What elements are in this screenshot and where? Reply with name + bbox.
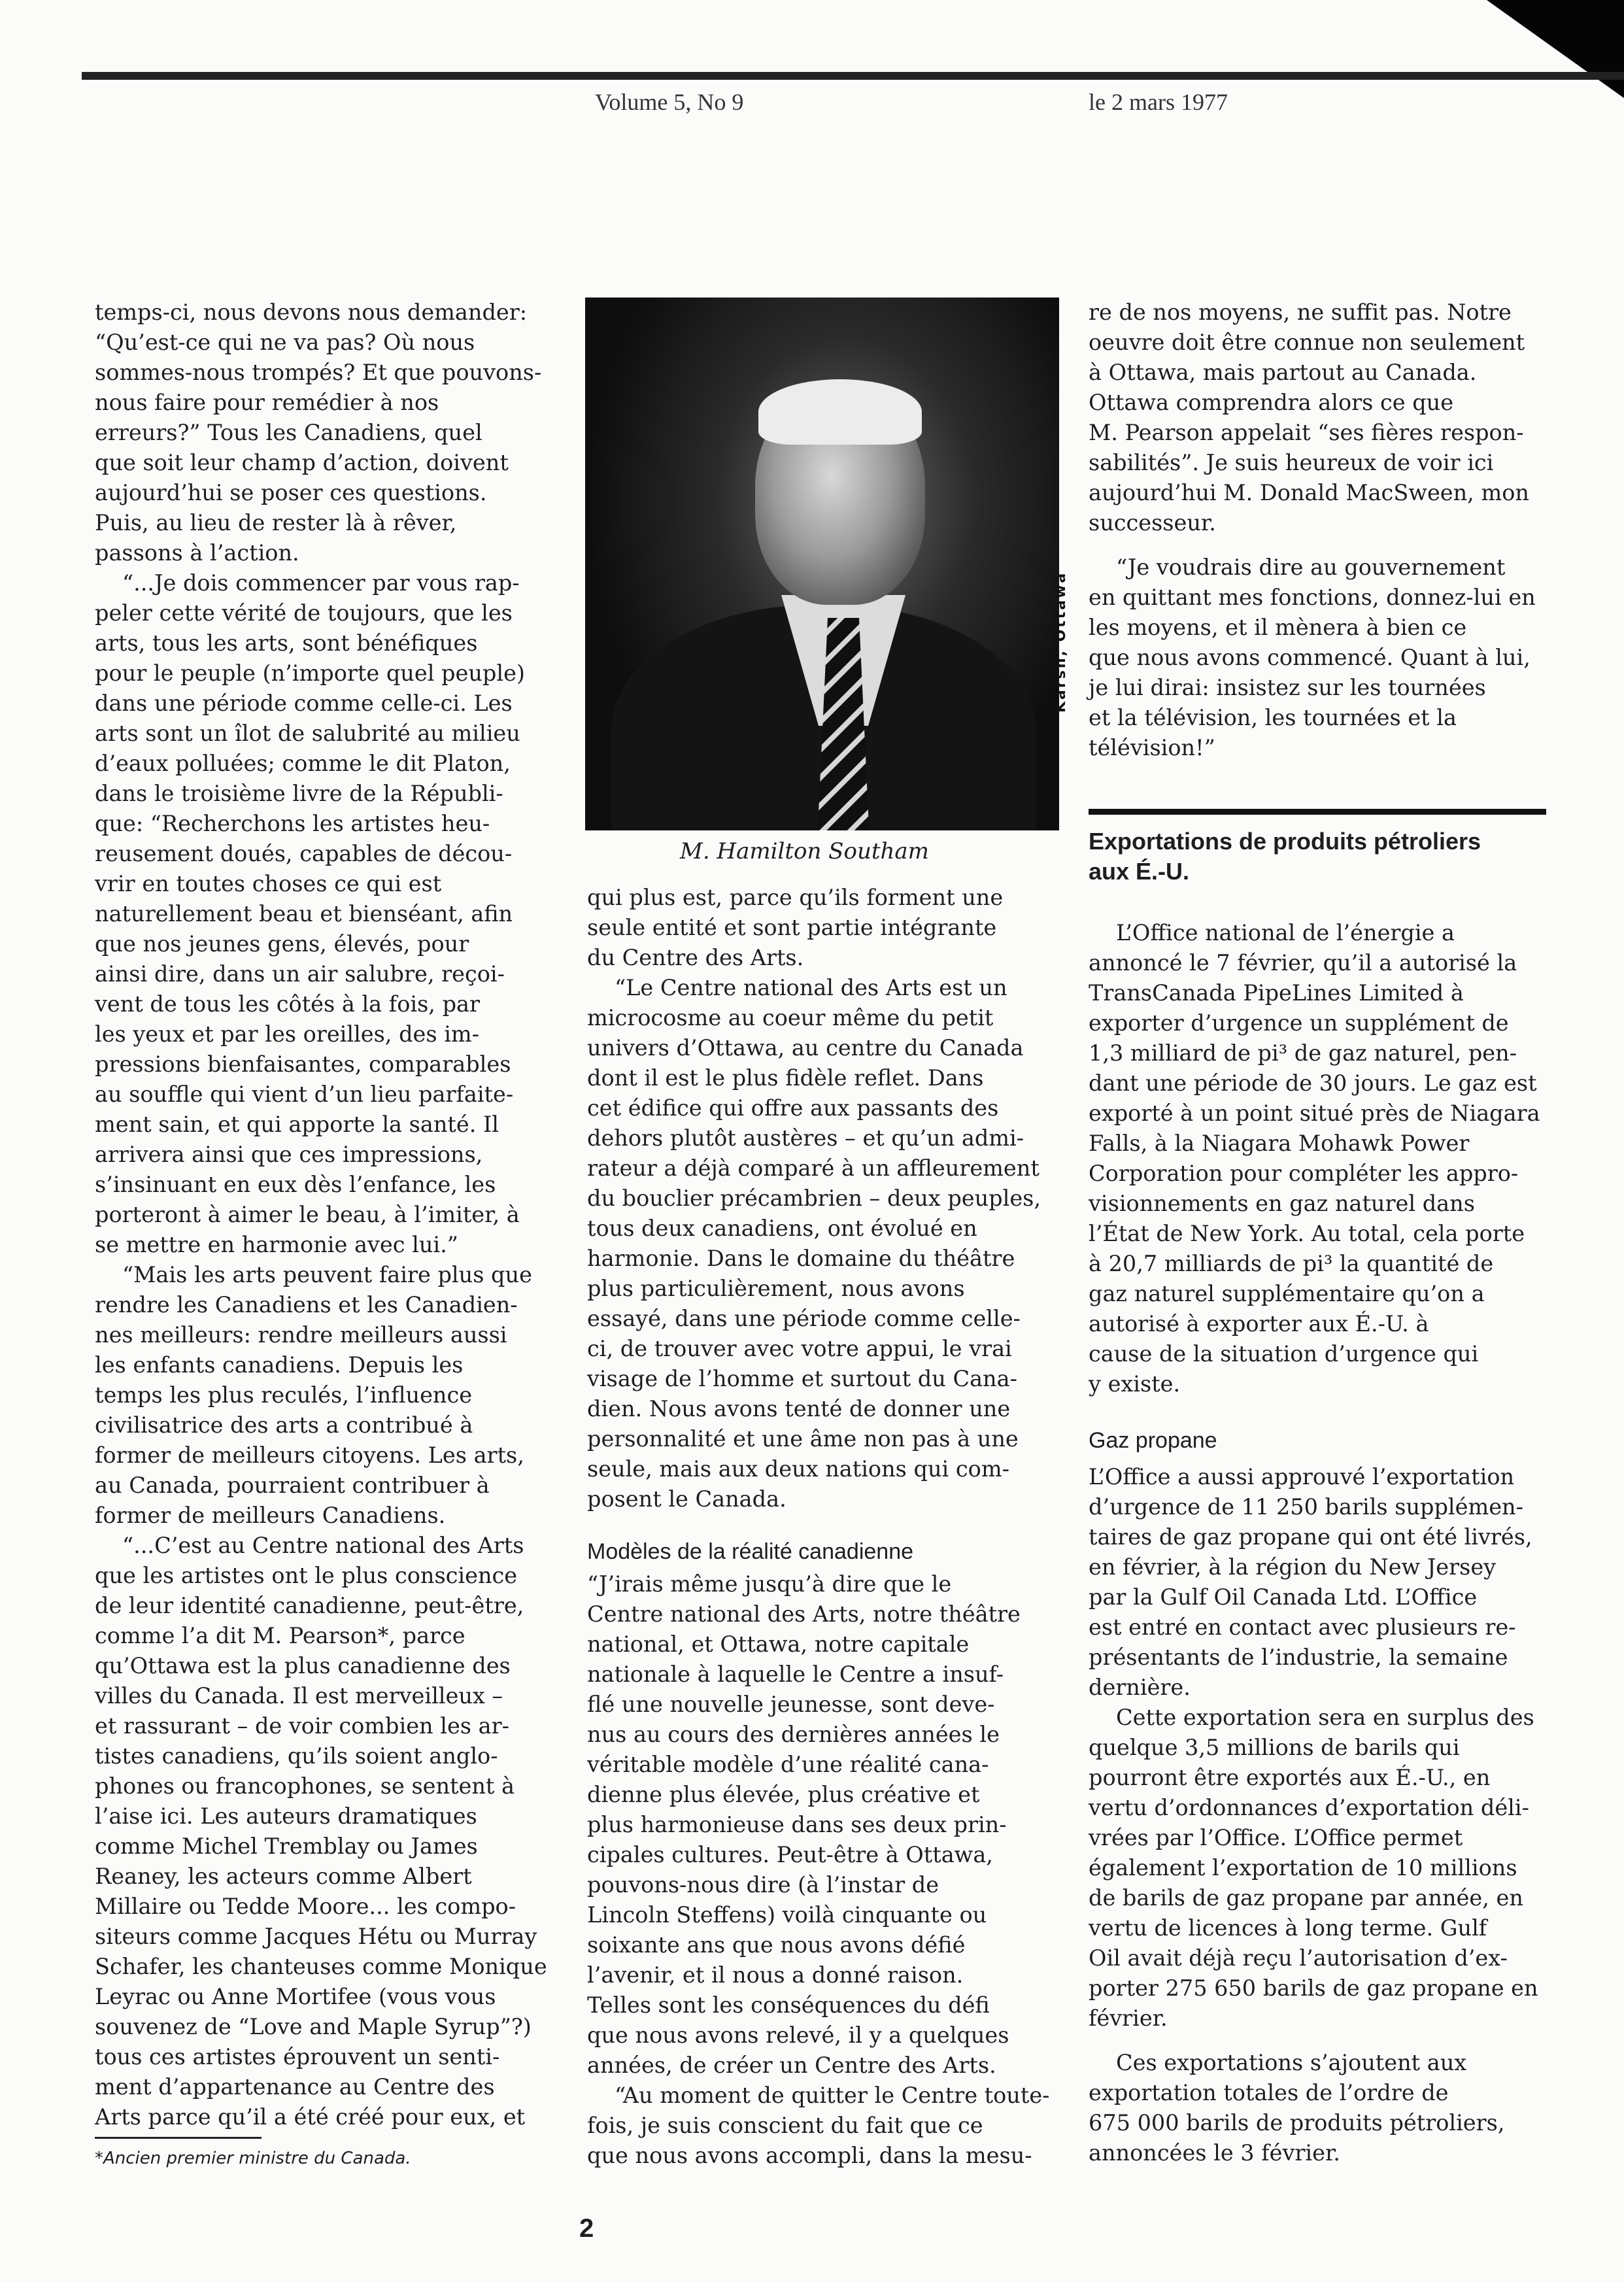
text-line: au Canada, pourraient contribuer à [95,1473,490,1498]
text-line: d’urgence de 11 250 barils supplémen- [1089,1494,1523,1520]
text-line: posent le Canada. [587,1486,787,1512]
text-line: passons à l’action. [95,540,299,566]
text-line: que soit leur champ d’action, doivent [95,450,509,475]
text-line: phones ou francophones, se sentent à [95,1773,515,1799]
text-line: re de nos moyens, ne suffit pas. Notre [1089,299,1512,325]
text-line: que nous avons commencé. Quant à lui, [1089,645,1531,670]
text-line: naturellement beau et bienséant, afin [95,901,513,927]
text-line: civilisatrice des arts a contribué à [95,1412,473,1438]
text-line: Cette exportation sera en surplus des [1116,1705,1534,1730]
text-line: exportation totales de l’ordre de [1089,2080,1449,2105]
text-line [1089,2034,1546,2048]
text-line: tous deux canadiens, ont évolué en [587,1216,977,1241]
text-line: Telles sont les conséquences du défi [587,1992,990,2018]
text-line: erreurs?” Tous les Canadiens, quel [95,420,482,445]
text-line: cipales cultures. Peut-être à Ottawa, [587,1842,993,1867]
footnote: *Ancien premier ministre du Canada. [95,2149,411,2168]
text-line: tous ces artistes éprouvent un senti- [95,2044,500,2069]
text-line: “Qu’est-ce qui ne va pas? Où nous [95,330,475,355]
text-line: nationale à laquelle le Centre a insuf- [587,1661,1004,1687]
article-rule [1089,809,1546,815]
text-line: plus harmonieuse dans ses deux prin- [587,1812,1007,1837]
text-line: temps-ci, nous devons nous demander: [95,299,528,325]
text-line: autorisé à exporter aux É.-U. à [1089,1311,1429,1337]
text-line: 675 000 barils de produits pétroliers, [1089,2110,1505,2136]
text-line: cause de la situation d’urgence qui [1089,1341,1479,1367]
text-line: “Mais les arts peuvent faire plus que [122,1262,532,1287]
text-line: février. [1089,2005,1168,2031]
text-line: années, de créer un Centre des Arts. [587,2052,996,2078]
text-line: je lui dirai: insistez sur les tournées [1089,675,1486,700]
text-line: que nous avons accompli, dans la mesu- [587,2143,1032,2168]
text-line: Lincoln Steffens) voilà cinquante ou [587,1902,987,1928]
text-line: flé une nouvelle jeunesse, sont deve- [587,1692,995,1717]
text-line: pour le peuple (n’importe quel peuple) [95,660,525,686]
text-line: aujourd’hui se poser ces questions. [95,480,487,505]
text-line: ment d’appartenance au Centre des [95,2074,495,2100]
text-line: en quittant mes fonctions, donnez-lui en [1089,585,1536,610]
text-line: pourront être exportés aux É.-U., en [1089,1765,1491,1790]
text-line: former de meilleurs citoyens. Les arts, [95,1442,524,1468]
text-line: porteront à aimer le beau, à l’imiter, à [95,1202,520,1227]
text-line: seule entité et sont partie intégrante [587,915,997,940]
text-line: qu’Ottawa est la plus canadienne des [95,1653,511,1678]
text-line: univers d’Ottawa, au centre du Canada [587,1035,1024,1061]
text-line: fois, je suis conscient du fait que ce [587,2113,983,2138]
text-line: tistes canadiens, qu’ils soient anglo- [95,1743,498,1769]
text-line: dant une période de 30 jours. Le gaz est [1089,1070,1537,1096]
text-line: M. Pearson appelait “ses fières respon- [1089,420,1524,445]
text-line: Reaney, les acteurs comme Albert [95,1864,472,1889]
text-line: dans le troisième livre de la Républi- [95,781,503,806]
text-line: porter 275 650 barils de gaz propane en [1089,1975,1538,2001]
text-line: à Ottawa, mais partout au Canada. [1089,360,1477,385]
text-line: rateur a déjà comparé à un affleurement [587,1155,1040,1181]
article-para-1 [1089,918,1546,1399]
text-line: villes du Canada. Il est merveilleux – [95,1683,503,1709]
text-line: sabilités”. Je suis heureux de voir ici [1089,450,1494,475]
text-line: ci, de trouver avec votre appui, le vrai [587,1336,1012,1361]
photo-credit: Karsh, Ottawa [1053,571,1069,713]
text-line: taires de gaz propane qui ont été livrés, [1089,1524,1532,1550]
text-line: rendre les Canadiens et les Canadien- [95,1292,518,1318]
text-line: est entré en contact avec plusieurs re- [1089,1614,1516,1640]
volume-number: Volume 5, No 9 [595,89,744,115]
text-line: dont il est le plus fidèle reflet. Dans [587,1065,984,1091]
text-line: d’eaux polluées; comme le dit Platon, [95,751,511,776]
text-line: Centre national des Arts, notre théâtre [587,1601,1021,1627]
text-line: comme l’a dit M. Pearson*, parce [95,1623,465,1648]
text-line: que nos jeunes gens, élevés, pour [95,931,469,957]
text-line: dienne plus élevée, plus créative et [587,1782,980,1807]
photo-caption: M. Hamilton Southam [680,838,929,864]
page-number: 2 [579,2214,594,2243]
text-line: aujourd’hui M. Donald MacSween, mon [1089,480,1529,505]
text-line: annoncées le 3 février. [1089,2140,1340,2166]
text-line: Ottawa comprendra alors ce que [1089,390,1454,415]
text-line: et rassurant – de voir combien les ar- [95,1713,509,1739]
text-line: l’avenir, et il nous a donné raison. [587,1962,964,1988]
text-line: essayé, dans une période comme celle- [587,1306,1021,1331]
text-line: sommes-nous trompés? Et que pouvons- [95,360,542,385]
text-line: du bouclier précambrien – deux peuples, [587,1185,1041,1211]
text-line: que les artistes ont le plus conscience [95,1563,518,1588]
text-line: Falls, à la Niagara Mohawk Power [1089,1131,1470,1156]
column-2 [587,883,1058,2171]
text-line [1089,538,1546,553]
text-line: pressions bienfaisantes, comparables [95,1051,511,1077]
text-line: ment sain, et qui apporte la santé. Il [95,1112,499,1137]
issue-date: le 2 mars 1977 [1089,89,1228,115]
text-line: dernière. [1089,1675,1191,1700]
text-line: souvenez de “Love and Maple Syrup”?) [95,2014,532,2039]
text-line: comme Michel Tremblay ou James [95,1833,478,1859]
text-line: véritable modèle d’une réalité cana- [587,1752,989,1777]
text-line: cet édifice qui offre aux passants des [587,1095,999,1121]
text-line: Millaire ou Tedde Moore... les compo- [95,1894,516,1919]
article-para-2 [1089,1462,1546,2168]
text-line: visage de l’homme et surtout du Cana- [587,1366,1017,1391]
text-line: Schafer, les chanteuses comme Monique [95,1954,547,1979]
text-line: du Centre des Arts. [587,945,804,970]
article-subhead: Gaz propane [1089,1428,1217,1453]
footnote-rule [95,2137,262,2139]
text-line: pouvons-nous dire (à l’instar de [587,1872,939,1898]
text-line: “Le Centre national des Arts est un [615,975,1007,1000]
text-line: que: “Recherchons les artistes heu- [95,811,490,836]
text-line: dien. Nous avons tenté de donner une [587,1396,1011,1422]
text-line: Puis, au lieu de rester là à rêver, [95,510,457,536]
text-line: quelque 3,5 millions de barils qui [1089,1735,1460,1760]
text-line: annoncé le 7 février, qu’il a autorisé la [1089,950,1517,976]
column-2-top [587,883,1058,1514]
column-3-top [1089,298,1546,763]
column-1 [95,298,552,2132]
article-title-line-2: aux É.-U. [1089,858,1190,885]
text-line: ainsi dire, dans un air salubre, reçoi- [95,961,505,987]
text-line: qui plus est, parce qu’ils forment une [587,885,1004,910]
text-line: que nous avons relevé, il y a quelques [587,2022,1009,2048]
text-line: Leyrac ou Anne Mortifee (vous vous [95,1984,496,2009]
text-line: Ces exportations s’ajoutent aux [1116,2050,1467,2075]
text-line: vent de tous les côtés à la fois, par [95,991,480,1017]
text-line: nes meilleurs: rendre meilleurs aussi [95,1322,507,1348]
text-line: Oil avait déjà reçu l’autorisation d’ex- [1089,1945,1508,1971]
text-line: les yeux et par les oreilles, des im- [95,1021,480,1047]
text-line: “J’irais même jusqu’à dire que le [587,1571,952,1597]
text-line: successeur. [1089,510,1216,536]
text-line: dehors plutôt austères – et qu’un admi- [587,1125,1024,1151]
text-line: dans une période comme celle-ci. Les [95,690,513,716]
text-line: vertu d’ordonnances d’exportation déli- [1089,1795,1529,1820]
text-line: L’Office a aussi approuvé l’exportation [1089,1464,1515,1490]
text-line: présentants de l’industrie, la semaine [1089,1644,1508,1670]
text-line: vrir en toutes choses ce qui est [95,871,442,896]
text-line: et la télévision, les tournées et la [1089,705,1457,730]
text-line: harmonie. Dans le domaine du théâtre [587,1246,1015,1271]
text-line: peler cette vérité de toujours, que les [95,600,513,626]
text-line: de barils de gaz propane par année, en [1089,1885,1523,1911]
text-line: y existe. [1089,1371,1181,1397]
text-line: nous faire pour remédier à nos [95,390,439,415]
text-line: nus au cours des dernières années le [587,1722,1000,1747]
text-line: à 20,7 milliards de pi³ la quantité de [1089,1251,1494,1276]
text-line: les enfants canadiens. Depuis les [95,1352,464,1378]
text-line: soixante ans que nous avons défié [587,1932,966,1958]
text-line: microcosme au coeur même du petit [587,1005,994,1030]
text-line: Arts parce qu’il a été créé pour eux, et [95,2104,526,2130]
text-line: national, et Ottawa, notre capitale [587,1631,970,1657]
text-line: TransCanada PipeLines Limited à [1089,980,1464,1006]
text-line: au souffle qui vient d’un lieu parfaite- [95,1081,514,1107]
text-line: exporter d’urgence un supplément de [1089,1010,1509,1036]
text-line: reusement doués, capables de décou- [95,841,513,866]
text-line: exporté à un point situé près de Niagara [1089,1100,1540,1126]
text-line: l’État de New York. Au total, cela porte [1089,1221,1525,1246]
text-line: se mettre en harmonie avec lui.” [95,1232,458,1257]
section-subhead: Modèles de la réalité canadienne [587,1539,914,1564]
text-line: former de meilleurs Canadiens. [95,1503,446,1528]
text-line: les moyens, et il mènera à bien ce [1089,615,1467,640]
text-line: gaz naturel supplémentaire qu’on a [1089,1281,1485,1306]
text-line: 1,3 milliard de pi³ de gaz naturel, pen- [1089,1040,1517,1066]
text-line: de leur identité canadienne, peut-être, [95,1593,524,1618]
text-line: arrivera ainsi que ces impressions, [95,1142,483,1167]
article-title-line-1: Exportations de produits pétroliers [1089,828,1481,855]
text-line: également l’exportation de 10 millions [1089,1855,1517,1881]
corner-fold [1487,0,1624,98]
text-line: par la Gulf Oil Canada Ltd. L’Office [1089,1584,1478,1610]
text-line: temps les plus reculés, l’influence [95,1382,473,1408]
text-line: siteurs comme Jacques Hétu ou Murray [95,1924,537,1949]
text-line: vrées par l’Office. L’Office permet [1089,1825,1463,1850]
text-line: s’insinuant en eux dès l’enfance, les [95,1172,496,1197]
article-title [1089,826,1546,887]
text-line: oeuvre doit être connue non seulement [1089,330,1525,355]
text-line: plus particulièrement, nous avons [587,1276,965,1301]
column-2-bottom [587,1569,1058,2171]
text-line: arts sont un îlot de salubrité au milieu [95,721,520,746]
text-line: Corporation pour compléter les appro- [1089,1161,1519,1186]
text-line: “Je voudrais dire au gouvernement [1116,554,1506,580]
text-line: “...Je dois commencer par vous rap- [122,570,520,596]
text-line: personnalité et une âme non pas à une [587,1426,1019,1452]
text-line: “Au moment de quitter le Centre toute- [615,2083,1050,2108]
text-line: vertu de licences à long terme. Gulf [1089,1915,1487,1941]
text-line: “...C’est au Centre national des Arts [122,1533,524,1558]
text-line: visionnements en gaz naturel dans [1089,1191,1475,1216]
photo-hair [758,379,922,445]
text-line: télévision!” [1089,735,1215,760]
text-line: l’aise ici. Les auteurs dramatiques [95,1803,477,1829]
text-line: arts, tous les arts, sont bénéfiques [95,630,478,656]
header-rule [82,72,1624,80]
text-line: seule, mais aux deux nations qui com- [587,1456,1009,1482]
text-line: L’Office national de l’énergie a [1116,920,1455,945]
text-line: en février, à la région du New Jersey [1089,1554,1497,1580]
portrait-photo [585,298,1059,830]
column-3 [1089,298,1546,2168]
